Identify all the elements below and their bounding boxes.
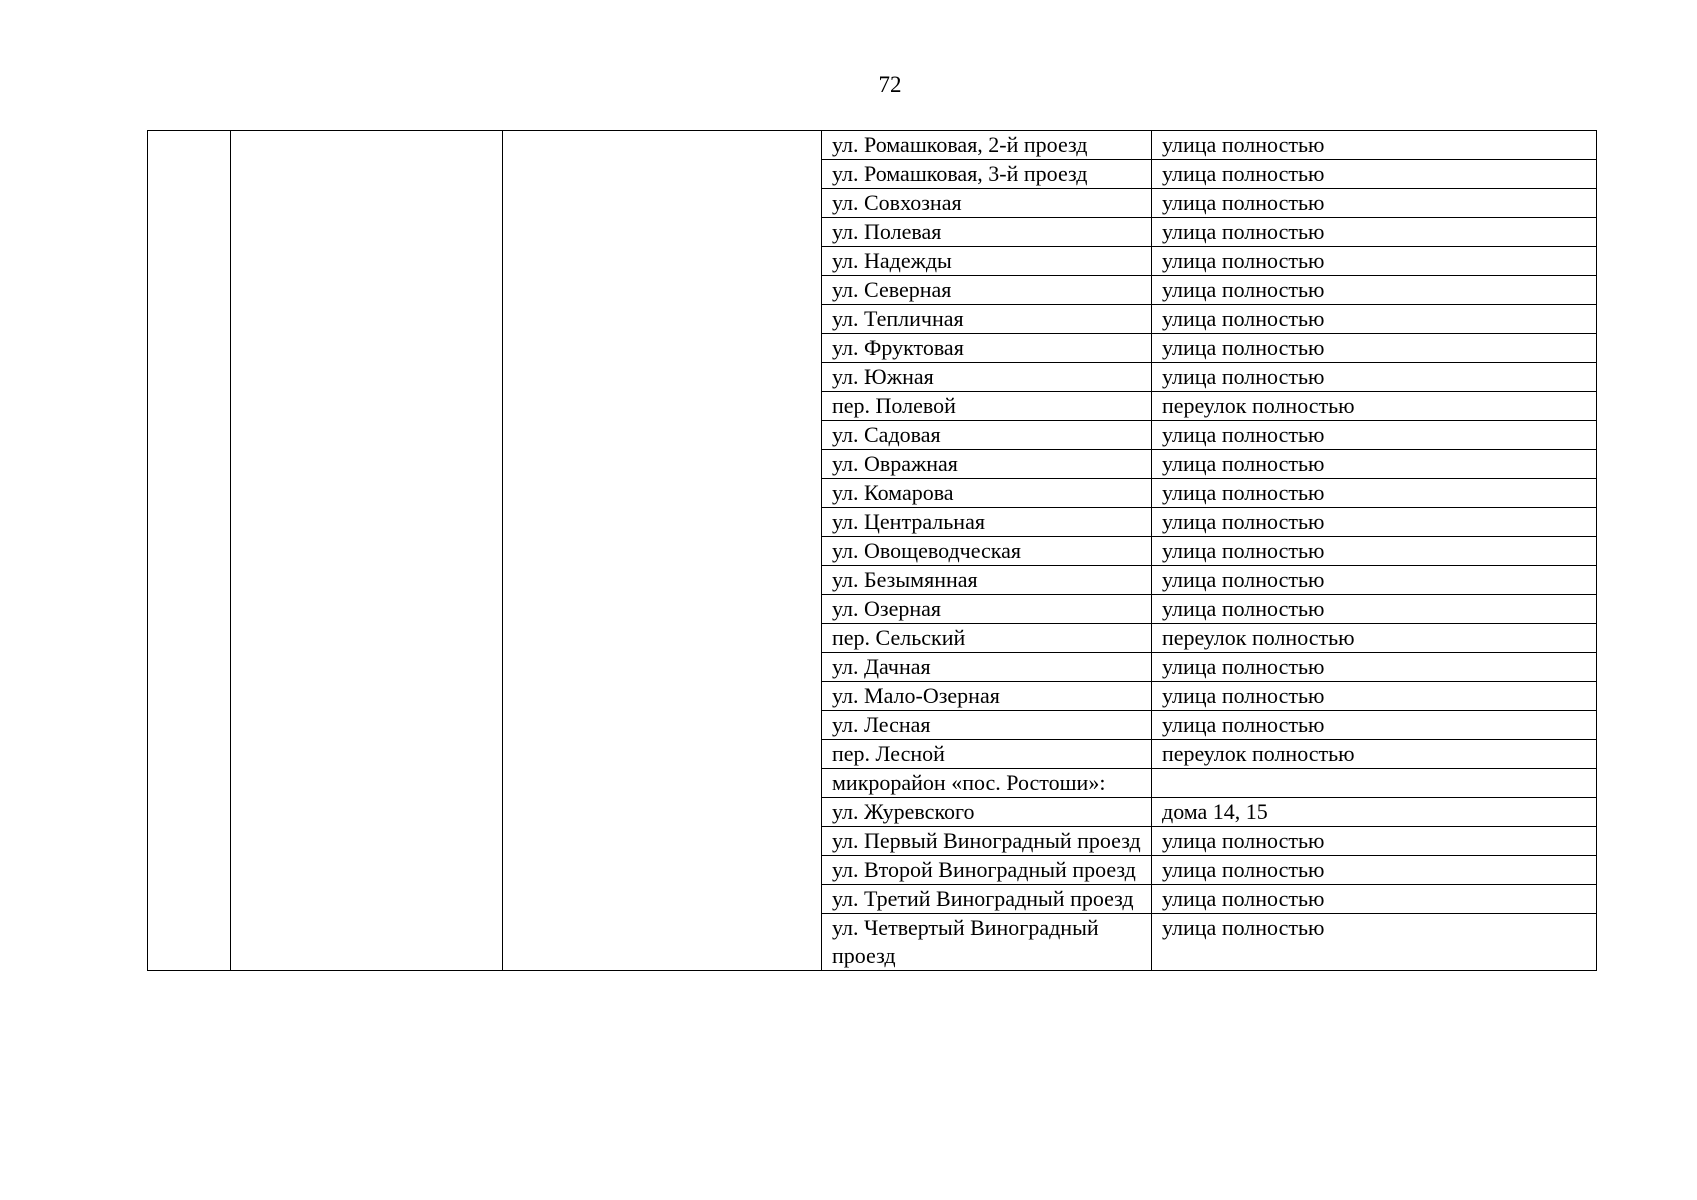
street-cell: ул. Третий Виноградный проезд	[822, 885, 1152, 914]
scope-cell: улица полностью	[1152, 682, 1597, 711]
scope-cell: улица полностью	[1152, 537, 1597, 566]
scope-cell: улица полностью	[1152, 508, 1597, 537]
scope-cell: улица полностью	[1152, 856, 1597, 885]
scope-cell: улица полностью	[1152, 160, 1597, 189]
scope-cell: переулок полностью	[1152, 392, 1597, 421]
street-cell: ул. Фруктовая	[822, 334, 1152, 363]
scope-cell: улица полностью	[1152, 450, 1597, 479]
scope-cell: улица полностью	[1152, 334, 1597, 363]
street-cell: ул. Лесная	[822, 711, 1152, 740]
street-cell: ул. Центральная	[822, 508, 1152, 537]
street-cell: ул. Мало-Озерная	[822, 682, 1152, 711]
scope-cell: улица полностью	[1152, 363, 1597, 392]
street-cell: ул. Совхозная	[822, 189, 1152, 218]
scope-cell: улица полностью	[1152, 653, 1597, 682]
scope-cell: дома 14, 15	[1152, 798, 1597, 827]
street-cell: ул. Комарова	[822, 479, 1152, 508]
scope-cell: улица полностью	[1152, 305, 1597, 334]
street-cell: ул. Журевского	[822, 798, 1152, 827]
street-cell: ул. Тепличная	[822, 305, 1152, 334]
scope-cell: улица полностью	[1152, 885, 1597, 914]
scope-cell: улица полностью	[1152, 189, 1597, 218]
col-district-cell	[231, 131, 503, 971]
scope-cell: улица полностью	[1152, 566, 1597, 595]
street-cell: пер. Полевой	[822, 392, 1152, 421]
street-cell: ул. Четвертый Виноградный проезд	[822, 914, 1152, 971]
scope-cell: переулок полностью	[1152, 740, 1597, 769]
street-cell: ул. Безымянная	[822, 566, 1152, 595]
street-cell: ул. Северная	[822, 276, 1152, 305]
scope-cell: улица полностью	[1152, 276, 1597, 305]
scope-cell: улица полностью	[1152, 711, 1597, 740]
scope-cell: переулок полностью	[1152, 624, 1597, 653]
scope-cell: улица полностью	[1152, 914, 1597, 971]
street-cell: ул. Южная	[822, 363, 1152, 392]
street-cell: пер. Сельский	[822, 624, 1152, 653]
street-cell: ул. Ромашковая, 3-й проезд	[822, 160, 1152, 189]
street-cell: ул. Надежды	[822, 247, 1152, 276]
scope-cell: улица полностью	[1152, 131, 1597, 160]
street-cell: ул. Второй Виноградный проезд	[822, 856, 1152, 885]
street-cell: ул. Овражная	[822, 450, 1152, 479]
street-cell: микрорайон «пос. Ростоши»:	[822, 769, 1152, 798]
scope-cell: улица полностью	[1152, 827, 1597, 856]
street-cell: ул. Озерная	[822, 595, 1152, 624]
scope-cell: улица полностью	[1152, 595, 1597, 624]
col-number-cell	[148, 131, 231, 971]
street-cell: ул. Полевая	[822, 218, 1152, 247]
scope-cell: улица полностью	[1152, 421, 1597, 450]
page-number: 72	[878, 72, 902, 97]
scope-cell: улица полностью	[1152, 247, 1597, 276]
street-cell: ул. Первый Виноградный проезд	[822, 827, 1152, 856]
col-school-cell	[503, 131, 822, 971]
streets-table	[147, 130, 1597, 971]
streets-table-body	[148, 131, 1597, 971]
street-cell: ул. Ромашковая, 2-й проезд	[822, 131, 1152, 160]
scope-cell: улица полностью	[1152, 218, 1597, 247]
street-cell: ул. Садовая	[822, 421, 1152, 450]
street-cell: ул. Дачная	[822, 653, 1152, 682]
table-row	[148, 131, 1597, 160]
street-cell: ул. Овощеводческая	[822, 537, 1152, 566]
scope-cell: улица полностью	[1152, 479, 1597, 508]
street-cell: пер. Лесной	[822, 740, 1152, 769]
scope-cell	[1152, 769, 1597, 798]
